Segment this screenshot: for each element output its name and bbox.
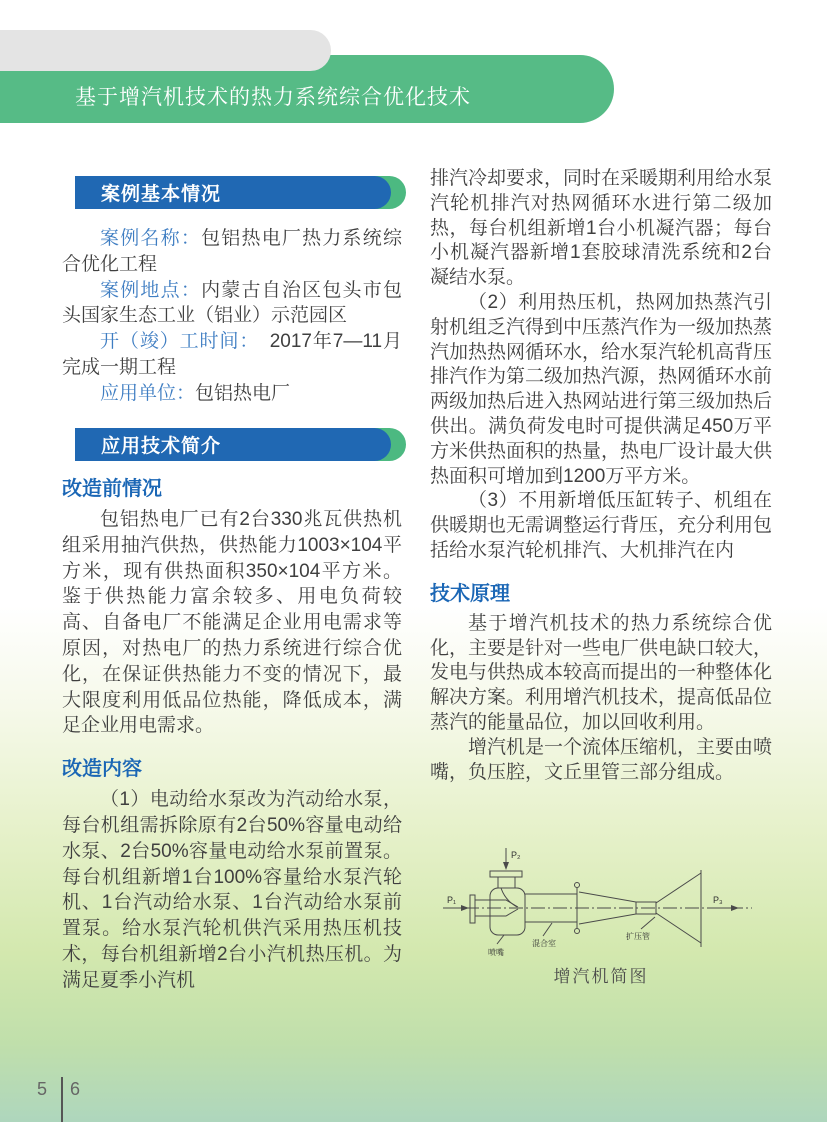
nozzle-cone-bottom — [475, 909, 518, 916]
inlet-flange — [470, 895, 475, 923]
section-header-label — [75, 176, 391, 209]
subhead-renovation-content: 改造内容 — [62, 758, 142, 781]
top-flange — [490, 871, 522, 877]
field-label: 开（竣）工时间： — [100, 331, 250, 353]
case-info-fields — [62, 226, 402, 407]
para-renovation-1: （1）电动给水泵改为汽动给水泵，每台机组需拆除原有2台50%容量电动给水泵、2台50%容量电动给水泵前置泵。每台机组新增1台100%容量给水泵汽轮机、1台汽动给水泵、1台汽动给水泵前置泵。给水泵汽轮机供汽采用热压机技术，每台机组新增2台小汽机热压机。为满足夏季小汽机 — [62, 789, 402, 991]
diffuser-label: 扩压管 — [626, 932, 650, 941]
para-renovation-2: （2）利用热压机，热网加热蒸汽引射机组乏汽得到中压蒸汽作为一级加热蒸汽加热热网循环水，给水泵汽轮机高背压排汽作为第二级加热汽源，热网循环水前两级加热后进入热网站进行第三级加热后供出。满负荷发电时可提供满足450万平方米供热面积的热量，热电厂设计最大供热面积可增加到1200万平方米。 — [430, 291, 773, 487]
subhead-before-renovation: 改造前情况 — [62, 478, 162, 500]
page-number-divider — [61, 1077, 63, 1122]
field-label: 案例名称： — [100, 228, 202, 249]
field-label: 应用单位： — [100, 382, 196, 404]
para-before-renovation: 包铝热电厂已有2台330兆瓦供热机组采用抽汽供热，供热能力1003×104平方米，现有供热面积350×104平方米。鉴于供热能力富余较多、用电负荷较高、自备电厂不能满足企业用电需求等原因，对热电厂的热力系统进行综合优化，在保证供热能力不变的情况下，最大限度利用低品位热能，降低成本，满足企业用电需求。 — [62, 509, 402, 737]
tech-intro-heading: 应用技术简介 — [101, 436, 222, 457]
page-number-right: 6 — [70, 1079, 81, 1099]
diagram-caption: 增汽机简图 — [553, 967, 649, 986]
steam-ejector-diagram — [440, 843, 810, 961]
page-title: 基于增汽机技术的热力系统综合优化技术 — [75, 86, 471, 109]
nozzle-label: 喷嘴 — [488, 948, 504, 957]
page-number-left: 5 — [37, 1079, 48, 1099]
field-case-name — [62, 226, 402, 278]
nozzle-body — [490, 888, 525, 935]
right-column — [430, 167, 772, 785]
para-renovation-3: （3）不用新增低压缸转子、机组在供暖期也无需调整运行背压，充分利用包括给水泵汽轮机排汽、大机排汽在内 — [430, 490, 773, 561]
case-info-heading: 案例基本情况 — [101, 184, 222, 205]
p2-label: P₂ — [511, 850, 521, 860]
p3-label: P₃ — [713, 895, 723, 905]
field-case-location — [62, 278, 402, 330]
field-value: 包铝热电厂 — [195, 382, 291, 404]
header-gray-pill — [0, 30, 331, 71]
field-label: 案例地点： — [100, 279, 202, 301]
para-renovation-1-continued: 排汽冷却要求，同时在采暖期利用给水泵汽轮机排汽对热网循环水进行第二级加热，每台机组新增1台小机凝汽器；每台小机凝汽器新增1套胶球清洗系统和2台凝结水泵。 — [430, 168, 773, 289]
mixing-chamber-label: 混合室 — [532, 939, 556, 948]
para-principle-1: 基于增汽机技术的热力系统综合优化，主要是针对一些电厂供电缺口较大，发电与供热成本较高而提出的一种整体化解决方案。利用增汽机技术，提高低品位蒸汽的能量品位，加以回收利用。 — [430, 612, 773, 733]
p1-label: P₁ — [447, 895, 457, 905]
left-column-tech — [62, 428, 402, 994]
field-project-time — [62, 329, 402, 381]
diffuser-top — [656, 873, 701, 903]
field-value: 包铝热电厂热力系统综合优化工程 — [62, 228, 402, 275]
field-value: 内蒙古自治区包头市包头国家生态工业（铝业）示范园区 — [62, 279, 402, 327]
diffuser-bottom — [656, 913, 701, 943]
subhead-technical-principle: 技术原理 — [430, 582, 510, 605]
field-applied-unit — [62, 381, 402, 407]
section-header-tech-intro — [75, 428, 406, 461]
left-column — [62, 176, 402, 407]
field-value: 2017年7—11月完成一期工程 — [62, 331, 402, 378]
para-principle-2: 增汽机是一个流体压缩机，主要由喷嘴，负压腔，文丘里管三部分组成。 — [430, 736, 773, 783]
section-header-label — [75, 428, 391, 461]
section-header-case-info — [75, 176, 406, 209]
